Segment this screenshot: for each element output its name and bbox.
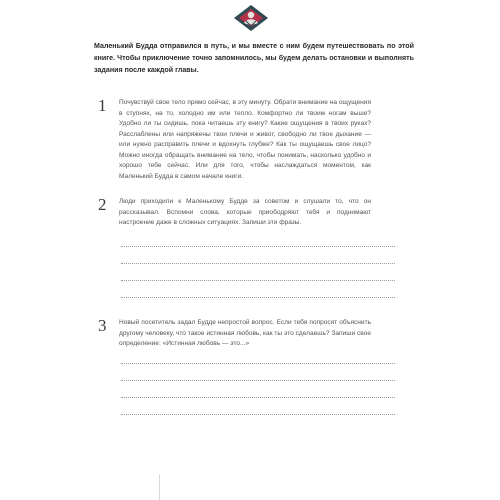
task-text: Люди приходили к Маленькому Будде за советом и слушали то, что он рассказывал. Вспомни слова, которые приободряют тебя и поднимают настроение даже в сложных ситуациях. Запиши эти фразы. bbox=[119, 198, 371, 226]
task-text: Новый посетитель задал Будде непростой вопрос. Если тебя попросят объяснить другому человеку, что такое истинная любовь, как ты это сделаешь? Запиши свое определение: «Истинная любовь — это...» bbox=[119, 319, 371, 347]
task-number: 3 bbox=[98, 316, 107, 335]
answer-line[interactable] bbox=[121, 414, 395, 415]
answer-line[interactable] bbox=[121, 263, 395, 264]
buddha-lotus-emblem-icon bbox=[232, 4, 270, 32]
page-gutter-divider bbox=[159, 474, 160, 500]
answer-line[interactable] bbox=[121, 297, 395, 298]
intro-paragraph: Маленький Будда отправился в путь, и мы вместе с ним будем путешествовать по этой книге. Чтобы приключение точно запомнилось, мы будем делать остановки и выполнять задания после каждой главы. bbox=[94, 42, 414, 75]
task-text: Почувствуй свое тело прямо сейчас, в эту минуту. Обрати внимание на ощущения в ступнях, на то, холодно им или тепло. Комфортно ли твоим ногам выше? Удобно ли ты сидишь, пока читаешь эту книгу? Какие ощущения в твоих руках? Расслаблены или напряжены твои плечи и живот, свободно ли твое дыхание — или нужно расправить плечи и вдохнуть глубже? Как ты ощущаешь свое лицо? Можно иногда обращать внимание на тело, чтобы понимать, насколько удобно и хорошо тебе сейчас. Или для того, чтобы наслаждаться моментом, как Маленький Будда в самом начале книги. bbox=[119, 99, 371, 180]
task-number: 2 bbox=[98, 195, 107, 214]
answer-line[interactable] bbox=[121, 246, 395, 247]
task-number: 1 bbox=[98, 96, 107, 115]
answer-line[interactable] bbox=[121, 363, 395, 364]
answer-line[interactable] bbox=[121, 280, 395, 281]
answer-line[interactable] bbox=[121, 380, 395, 381]
answer-line[interactable] bbox=[121, 397, 395, 398]
